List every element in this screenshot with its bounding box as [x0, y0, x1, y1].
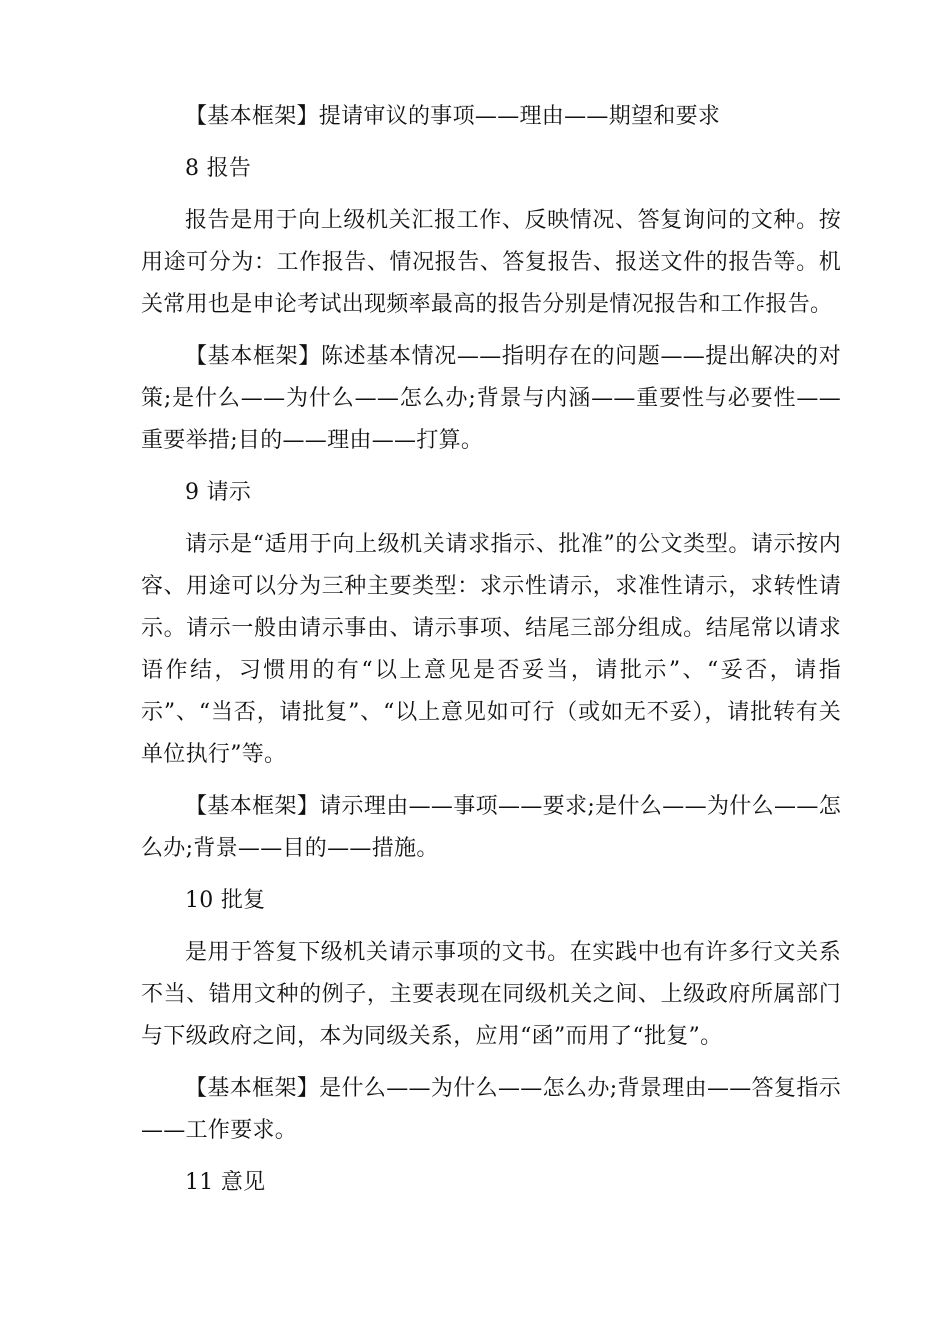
paragraph-framework-1: 【基本框架】提请审议的事项——理由——期望和要求	[185, 104, 721, 129]
paragraph-reply: 是用于答复下级机关请示事项的文书。在实践中也有许多行文关系不当、错用文种的例子，主要表现在同级机关之间、上级政府所属部门与下级政府之间，本为同级关系，应用“函”而用了“批复”。	[141, 940, 841, 1049]
heading-request: 9 请示	[185, 480, 252, 505]
paragraph-framework-request: 【基本框架】请示理由——事项——要求;是什么——为什么——怎么办;背景——目的——措施。	[141, 794, 841, 861]
heading-report: 8 报告	[185, 156, 252, 181]
paragraph-request: 请示是“适用于向上级机关请求指示、批准”的公文类型。请示按内容、用途可以分为三种主要类型：求示性请示，求准性请示，求转性请示。请示一般由请示事由、请示事项、结尾三部分组成。结尾常以请求语作结，习惯用的有“以上意见是否妥当，请批示”、“妥否，请指示”、“当否，请批复”、“以上意见如可行（或如无不妥），请批转有关单位执行”等。	[141, 532, 841, 767]
paragraph-framework-reply: 【基本框架】是什么——为什么——怎么办;背景理由——答复指示——工作要求。	[141, 1076, 841, 1143]
heading-reply: 10 批复	[185, 888, 266, 913]
heading-opinion: 11 意见	[185, 1170, 266, 1195]
paragraph-framework-report: 【基本框架】陈述基本情况——指明存在的问题——提出解决的对策;是什么——为什么——怎么办;背景与内涵——重要性与必要性——重要举措;目的——理由——打算。	[141, 344, 841, 453]
document-body	[141, 96, 841, 1214]
paragraph-report: 报告是用于向上级机关汇报工作、反映情况、答复询问的文种。按用途可分为：工作报告、情况报告、答复报告、报送文件的报告等。机关常用也是申论考试出现频率最高的报告分别是情况报告和工作报告。	[141, 208, 841, 317]
